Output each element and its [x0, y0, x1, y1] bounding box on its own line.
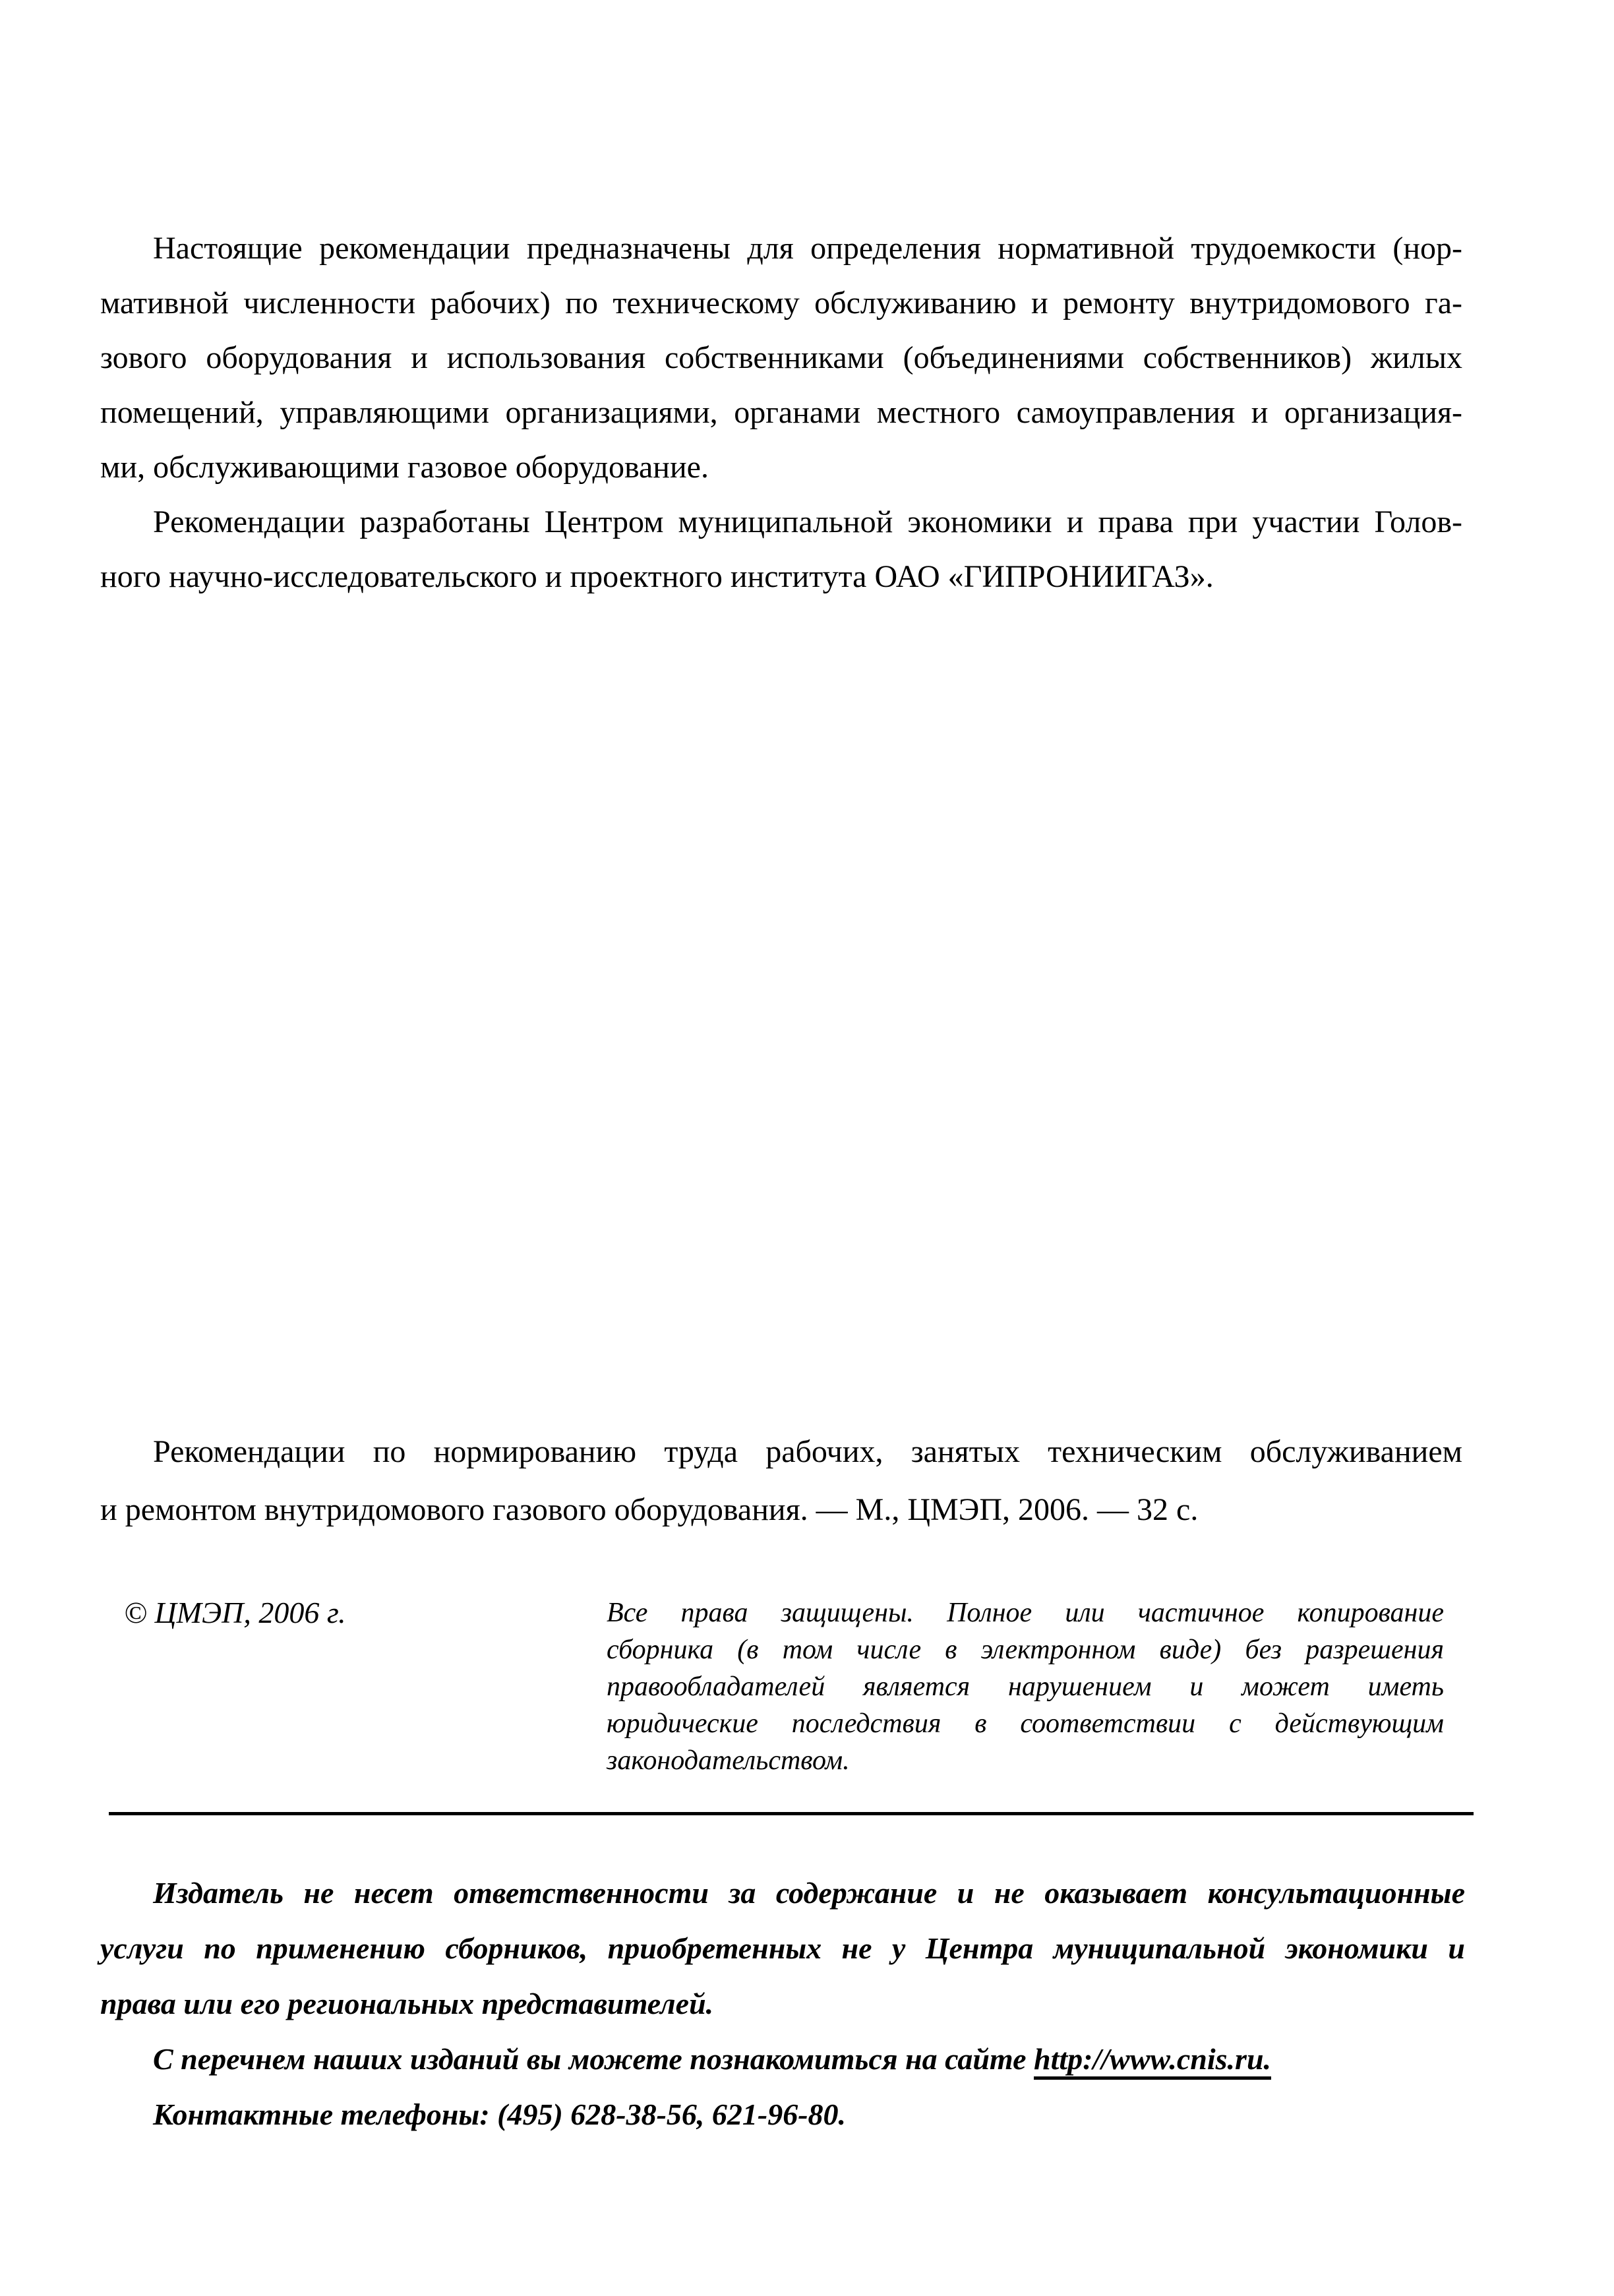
text-line: правообладателей является нарушением и может иметь: [607, 1672, 1444, 1702]
horizontal-divider: [109, 1812, 1474, 1815]
text-line: Настоящие рекомендации предназначены для определения нормативной трудоемкости (нор-: [153, 231, 1462, 266]
publisher-disclaimer: [100, 1865, 1465, 2032]
text-line: права или его региональных представителей.: [100, 1987, 714, 2020]
text-line: услуги по применению сборников, приобретенных не у Центра муниципальной экономики и: [100, 1931, 1465, 1965]
catalog-info-text: С перечнем наших изданий вы можете познакомиться на сайте: [153, 2042, 1034, 2076]
contact-phones-line: Контактные телефоны: (495) 628-38-56, 621-96-80.: [153, 2098, 847, 2131]
text-line: мативной численности рабочих) по техническому обслуживанию и ремонту внутридомового га-: [100, 286, 1462, 320]
text-line: сборника (в том числе в электронном виде) без разрешения: [607, 1635, 1444, 1665]
text-line: зового оборудования и использования собственниками (объединениями собственников) жилых: [100, 340, 1462, 375]
text-line: и ремонтом внутридомового газового оборудования. — М., ЦМЭП, 2006. — 32 с.: [100, 1492, 1199, 1527]
text-line: Рекомендации разработаны Центром муниципальной экономики и права при участии Голов-: [153, 504, 1462, 539]
text-line: помещений, управляющими организациями, органами местного самоуправления и организация-: [100, 395, 1462, 430]
catalog-info-line: [100, 2032, 1465, 2087]
text-line: юридические последствия в соответствии с действующим: [607, 1708, 1444, 1739]
intro-paragraph-1: [100, 221, 1462, 495]
intro-section: [100, 221, 1462, 604]
text-line: Рекомендации по нормированию труда рабочих, занятых техническим обслуживанием: [153, 1434, 1462, 1469]
intro-paragraph-2: [100, 495, 1462, 604]
publisher-notice-section: [100, 1865, 1465, 2142]
text-line: Издатель не несет ответственности за содержание и не оказывает консультационные: [153, 1876, 1465, 1910]
copyright-notice: [607, 1594, 1444, 1779]
text-line: Все права защищены. Полное или частичное копирование: [607, 1598, 1444, 1628]
text-line: ми, обслуживающими газовое оборудование.: [100, 450, 709, 485]
text-line: законодательством.: [607, 1745, 850, 1776]
text-line: ного научно-исследовательского и проектного института ОАО «ГИПРОНИИГАЗ».: [100, 559, 1214, 594]
copyright-owner: © ЦМЭП, 2006 г.: [124, 1596, 346, 1629]
bibliographic-reference: [100, 1423, 1462, 1539]
website-link[interactable]: http://www.cnis.ru.: [1034, 2042, 1271, 2080]
